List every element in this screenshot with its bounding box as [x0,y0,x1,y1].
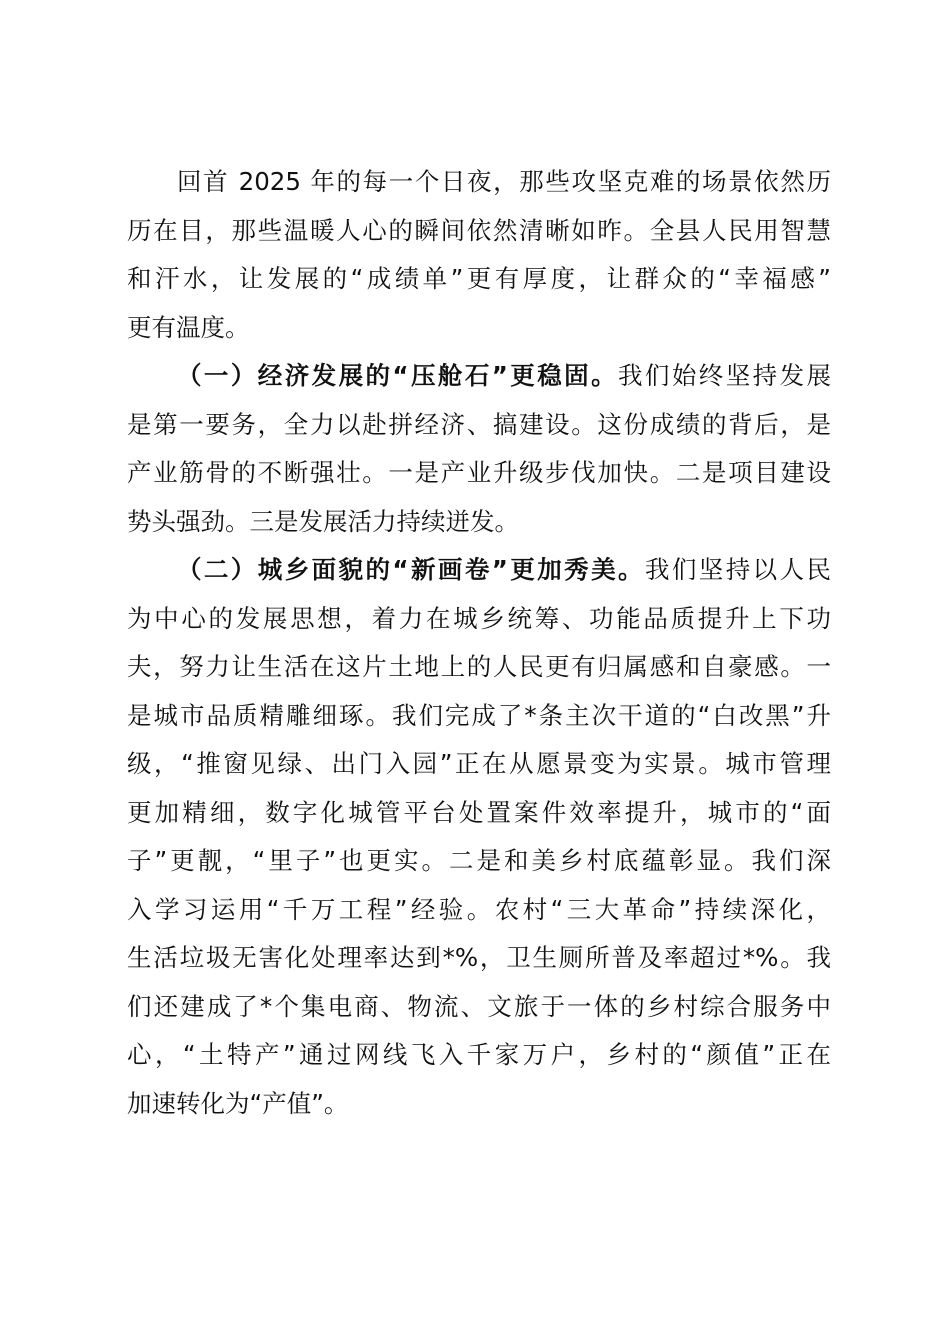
text-line: 入学习运用“千万工程”经验。农村“三大革命”持续深化， [127,894,831,924]
text-line: 是城市品质精雕细琢。我们完成了*条主次干道的“白改黑”升 [127,700,831,730]
text-span: 我们始终坚持发展 [618,361,832,390]
text-line: 心，“土特产”通过网线飞入千家万户，乡村的“颜值”正在 [127,1040,831,1069]
text-line: 生活垃圾无害化处理率达到*%，卫生厕所普及率超过*%。我 [127,943,831,972]
text-line: 为中心的发展思想，着力在城乡统筹、功能品质提升上下功 [127,603,831,633]
section-heading-urban-rural: （二）城乡面貌的“新画卷”更加秀美。 [177,555,645,584]
text-line: 更有温度。 [127,312,250,342]
text-line: 夫，努力让生活在这片土地上的人民更有归属感和自豪感。一 [127,652,831,681]
text-line: 和汗水，让发展的“成绩单”更有厚度，让群众的“幸福感” [127,264,831,293]
document-body [127,158,831,1128]
paragraph-economy [127,352,831,546]
text-line: 历在目，那些温暖人心的瞬间依然清晰如昨。全县人民用智慧 [127,215,831,245]
text-line: 产业筋骨的不断强壮。一是产业升级步伐加快。二是项目建设 [127,458,831,487]
text-line: 回首 2025 年的每一个日夜，那些攻坚克难的场景依然历 [177,167,831,196]
text-line: 更加精细，数字化城管平台处置案件效率提升，城市的“面 [127,797,831,827]
text-line: 加速转化为“产值”。 [127,1088,349,1118]
text-line: 子”更靓，“里子”也更实。二是和美乡村底蕴彰显。我们深 [127,846,831,875]
section-heading-economy: （一）经济发展的“压舱石”更稳固。 [177,361,618,390]
text-line: 们还建成了*个集电商、物流、文旅于一体的乡村综合服务中 [127,991,831,1021]
paragraph-intro [127,158,831,352]
text-line [127,352,831,401]
text-line: 势头强劲。三是发展活力持续迸发。 [127,506,519,536]
text-span: 我们坚持以人民 [644,555,832,584]
text-line: 级，“推窗见绿、出门入园”正在从愿景变为实景。城市管理 [127,749,831,778]
text-line [127,546,831,595]
paragraph-urban-rural [127,546,831,1128]
text-line: 是第一要务，全力以赴拼经济、搞建设。这份成绩的背后，是 [127,409,831,439]
